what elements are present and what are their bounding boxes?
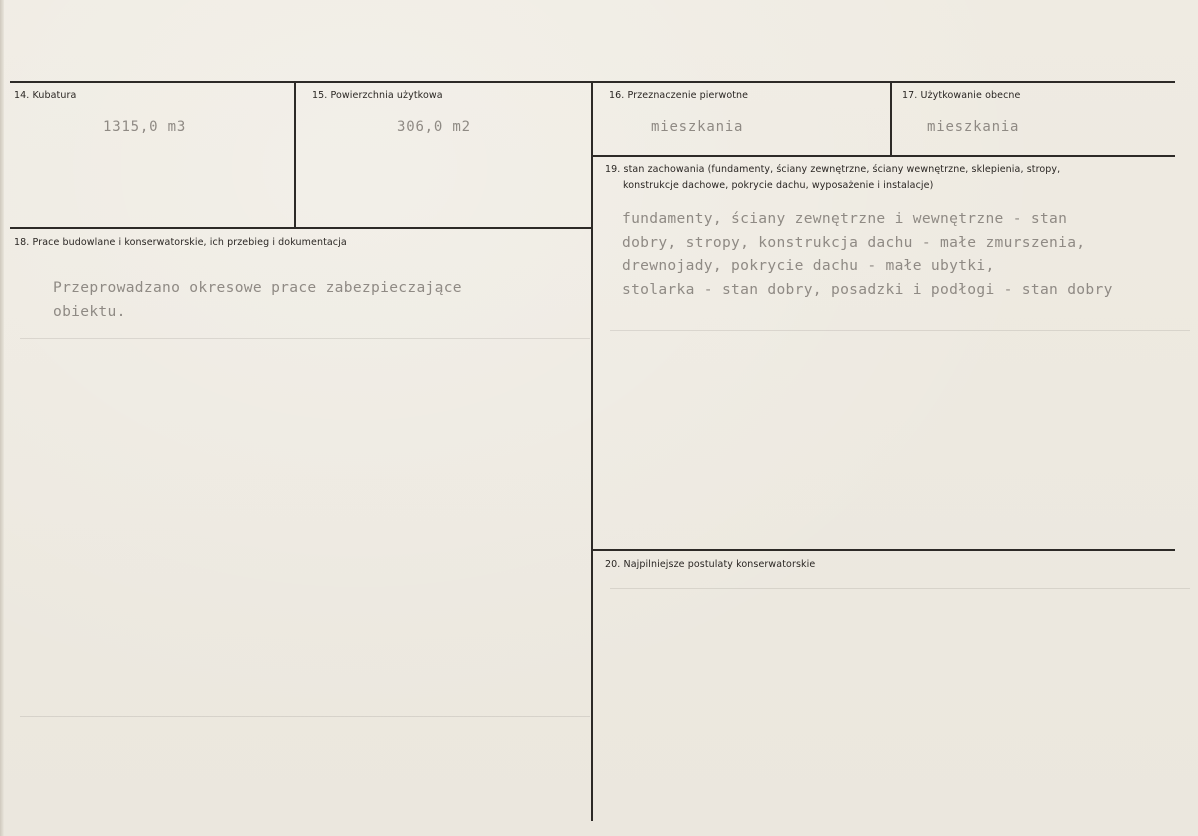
field-17-label: 17. Użytkowanie obecne [902,90,1021,101]
field-19-line: drewnojady, pokrycie dachu - małe ubytki, [622,257,995,274]
field-18-line: Przeprowadzano okresowe prace zabezpieczające [53,279,462,296]
field-18-text [53,276,462,323]
divider-16-17 [890,81,892,157]
field-15-label: 15. Powierzchnia użytkowa [312,90,443,101]
bleed-through-line [20,716,590,717]
field-18-line: obiektu. [53,302,126,320]
rule-above-20 [593,549,1175,551]
bleed-through-line [610,588,1190,589]
divider-14-15 [294,81,296,228]
field-15-value: 306,0 m2 [397,119,471,135]
field-19-label-line1: 19. stan zachowania (fundamenty, ściany zewnętrzne, ściany wewnętrzne, sklepienia, stropy, [605,164,1061,175]
center-divider [591,81,593,821]
field-18-label: 18. Prace budowlane i konserwatorskie, ich przebieg i dokumentacja [14,237,347,248]
field-16-value: mieszkania [651,119,744,135]
field-14-value: 1315,0 m3 [103,119,187,135]
field-19-line: stolarka - stan dobry, posadzki i podłogi - stan dobry [622,280,1113,298]
field-20-label: 20. Najpilniejsze postulaty konserwatorskie [605,559,816,570]
field-19-label-line2: konstrukcje dachowe, pokrycie dachu, wyposażenie i instalacje) [623,180,934,191]
field-16-label: 16. Przeznaczenie pierwotne [609,90,749,101]
field-14-label: 14. Kubatura [14,90,77,101]
bleed-through-line [610,330,1190,331]
bleed-through-line [20,338,590,339]
rule-below-14-15 [10,227,593,229]
field-19-line: fundamenty, ściany zewnętrzne i wewnętrzne - stan [622,210,1068,227]
rule-below-16-17 [593,155,1175,157]
field-17-value: mieszkania [927,119,1020,135]
field-19-line: dobry, stropy, konstrukcja dachu - małe zmurszenia, [622,233,1086,251]
field-19-text [622,207,1113,301]
